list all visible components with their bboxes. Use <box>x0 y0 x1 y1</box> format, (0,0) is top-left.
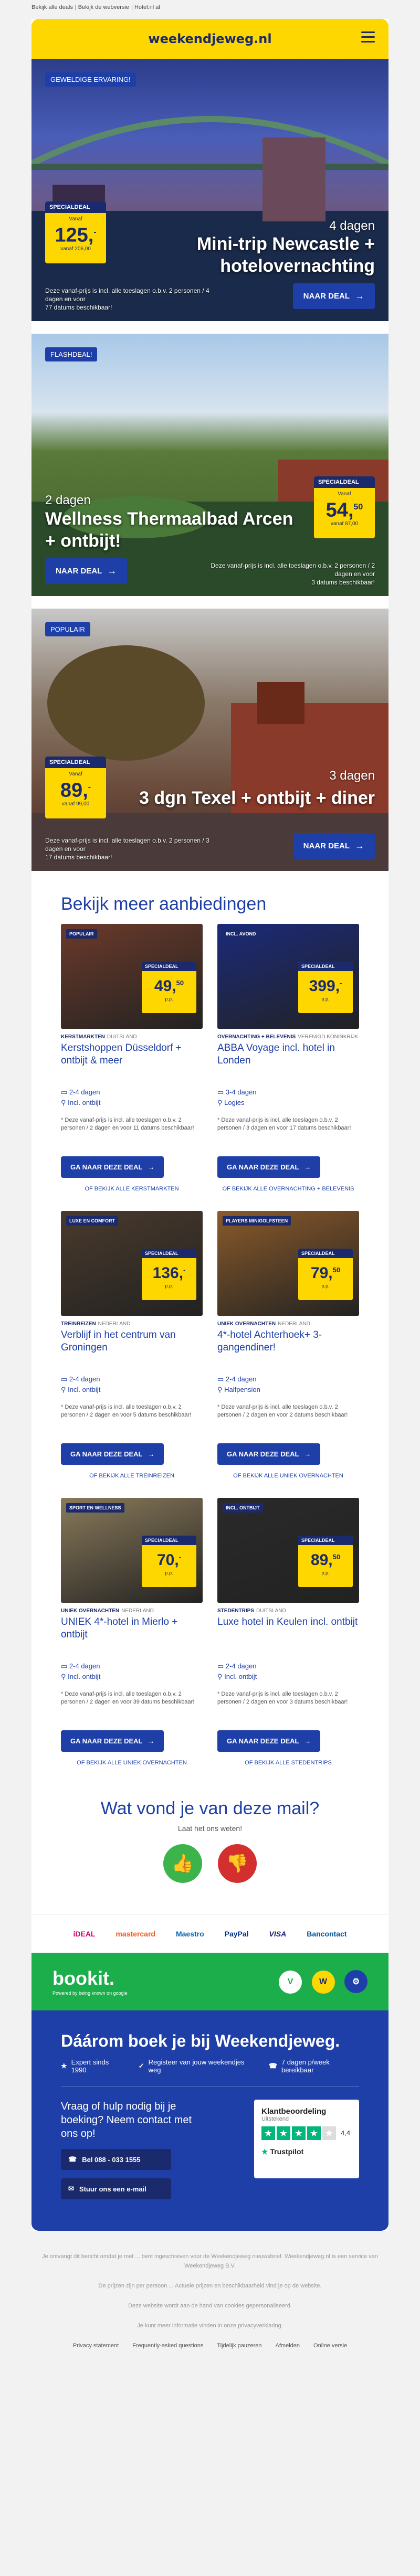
category-link[interactable]: OF BEKIJK ALLE UNIEK OVERNACHTEN <box>233 1473 343 1479</box>
fork-icon: ⚲ <box>61 1386 66 1393</box>
price-badge: SPECIALDEAL 399,- p.p. <box>298 962 353 1013</box>
deal-button[interactable]: GA NAAR DEZE DEAL → <box>217 1730 320 1752</box>
fork-icon: ⚲ <box>61 1673 66 1680</box>
calendar-icon: ▭ <box>217 1088 224 1096</box>
payment-methods <box>32 1914 388 1953</box>
arrow-right-icon: → <box>304 1163 311 1171</box>
hero-deal-button[interactable]: NAAR DEAL → <box>45 558 127 584</box>
footer-links <box>32 2341 388 2350</box>
price-badge <box>45 757 106 818</box>
bancontact-icon: Bancontact <box>307 1930 347 1938</box>
footer-link[interactable]: Tijdelijk pauzeren <box>217 2343 262 2349</box>
arrow-right-icon: → <box>148 1163 155 1171</box>
deal-tag: INCL. ONTBIJT <box>223 1503 263 1513</box>
paypal-icon: PayPal <box>224 1930 249 1938</box>
fork-icon: ⚲ <box>217 1386 223 1393</box>
section-title: Bekijk meer aanbiedingen <box>61 894 267 914</box>
maestro-icon: Maestro <box>175 1930 204 1938</box>
price-badge <box>314 476 375 538</box>
bookit-sub: Powered by being known on google <box>52 1990 128 1996</box>
mastercard-icon: mastercard <box>116 1930 155 1938</box>
phone-icon: ☎ <box>268 2062 277 2070</box>
footer-link[interactable]: Frequently-asked questions <box>132 2343 204 2349</box>
logo[interactable]: weekendjeweg.nl <box>148 31 272 46</box>
badge-price: 54,50 <box>326 499 363 521</box>
deal-button[interactable]: GA NAAR DEZE DEAL → <box>61 1156 164 1178</box>
usp-title: Dáárom boek je bij Weekendjeweg. <box>61 2031 340 2050</box>
hero-days: 2 dagen <box>45 493 91 507</box>
deal-meta: ▭ 2-4 dagen ⚲ Incl. ontbijt <box>217 1662 257 1680</box>
arrow-right-icon: → <box>107 566 117 576</box>
footer-link[interactable]: Afmelden <box>275 2343 300 2349</box>
deal-tag: PLAYERS MINIGOLFSTEEN <box>223 1216 291 1226</box>
thumbs-up-icon[interactable]: 👍 <box>163 1844 202 1883</box>
badge-label: SPECIALDEAL <box>45 201 106 213</box>
badge-from: Vanaf <box>69 771 82 777</box>
hero-deal-2[interactable] <box>32 334 388 596</box>
deal-button[interactable]: GA NAAR DEZE DEAL → <box>61 1443 164 1465</box>
deal-meta: ▭ 2-4 dagen ⚲ Incl. ontbijt <box>61 1088 101 1106</box>
hero-tag: GEWELDIGE ERVARING! <box>45 72 136 87</box>
price-badge <box>45 201 106 263</box>
deal-disclaimer: * Deze vanaf-prijs is incl. alle toeslagen o.b.v. 2 personen / 2 dagen en voor 39 datums beschikbaar! <box>61 1691 195 1705</box>
deal-title[interactable]: Verblijf in het centrum van Groningen <box>61 1329 176 1353</box>
arrow-right-icon: → <box>304 1450 311 1458</box>
deal-category: UNIEK OVERNACHTEN NEDERLAND <box>217 1321 310 1327</box>
category-link[interactable]: OF BEKIJK ALLE KERSTMARKTEN <box>85 1186 179 1192</box>
calendar-icon: ▭ <box>61 1662 68 1670</box>
deal-card[interactable] <box>61 924 203 1193</box>
price-badge: SPECIALDEAL 136,- p.p. <box>142 1249 196 1300</box>
deal-tag: SPORT EN WELLNESS <box>66 1503 124 1513</box>
category-link[interactable]: OF BEKIJK ALLE UNIEK OVERNACHTEN <box>77 1760 187 1766</box>
deal-card[interactable] <box>61 1498 203 1767</box>
usp-item: ✓ Registeer van jouw weekendjes weg <box>138 2058 245 2074</box>
deal-disclaimer: * Deze vanaf-prijs is incl. alle toeslagen o.b.v. 2 personen / 2 dagen en voor 5 datums beschikbaar! <box>61 1404 192 1418</box>
category-link[interactable]: OF BEKIJK ALLE TREINREIZEN <box>89 1473 174 1479</box>
trustpilot-logo: ★ Trustpilot <box>261 2147 304 2156</box>
topbar: Bekijk alle deals | Bekijk de webversie | Hotel.nl al <box>32 4 160 10</box>
deal-card[interactable] <box>217 1498 359 1767</box>
arrow-right-icon: → <box>355 840 364 851</box>
hero-title: Wellness Thermaalbad Arcen + ontbijt! <box>45 509 293 551</box>
deal-disclaimer: * Deze vanaf-prijs is incl. alle toeslagen o.b.v. 2 personen / 2 dagen en voor 2 datums beschikbaar! <box>217 1404 348 1418</box>
deal-meta: ▭ 3-4 dagen ⚲ Logies <box>217 1088 257 1106</box>
thumbs-down-icon[interactable]: 👎 <box>218 1844 257 1883</box>
footer-link[interactable]: Privacy statement <box>72 2343 119 2349</box>
price-badge: SPECIALDEAL 89,50 p.p. <box>298 1536 353 1587</box>
deal-card[interactable] <box>217 1211 359 1480</box>
price-badge: SPECIALDEAL 79,50 p.p. <box>298 1249 353 1300</box>
badge-label: SPECIALDEAL <box>45 757 106 768</box>
deal-button[interactable]: GA NAAR DEZE DEAL → <box>217 1443 320 1465</box>
deal-grid <box>32 924 388 1767</box>
deal-meta: ▭ 2-4 dagen ⚲ Incl. ontbijt <box>61 1662 101 1680</box>
deal-meta: ▭ 2-4 dagen ⚲ Incl. ontbijt <box>61 1375 101 1393</box>
deal-title[interactable]: UNIEK 4*-hotel in Mierlo + ontbijt <box>61 1616 178 1640</box>
call-button[interactable]: ☎ Bel 088 - 033 1555 <box>61 2149 171 2170</box>
badge-pp: vanaf 87,00 <box>330 520 359 527</box>
hero-deal-3[interactable] <box>32 609 388 871</box>
hero-note: Deze vanaf-prijs is incl. alle toeslagen o.b.v. 2 personen / 2 dagen en voor 3 datums beschikbaar! <box>211 562 375 586</box>
brand-icon: V <box>279 1971 302 1994</box>
deal-category: KERSTMARKTEN DUITSLAND <box>61 1034 137 1040</box>
deal-title[interactable]: ABBA Voyage incl. hotel in Londen <box>217 1042 335 1066</box>
star-icon: ★ <box>61 2062 67 2070</box>
deal-disclaimer: * Deze vanaf-prijs is incl. alle toeslagen o.b.v. 2 personen / 2 dagen en voor 3 datums beschikbaar! <box>217 1691 348 1705</box>
calendar-icon: ▭ <box>217 1662 224 1670</box>
deal-image[interactable] <box>61 1211 203 1316</box>
deal-card[interactable] <box>217 924 359 1193</box>
feedback-section <box>32 1767 388 1899</box>
bookit-banner <box>32 1953 388 2010</box>
deal-title[interactable]: 4*-hotel Achterhoek+ 3-gangendiner! <box>217 1329 322 1353</box>
hero-deal-button[interactable]: NAAR DEAL → <box>293 283 375 309</box>
deal-button[interactable]: GA NAAR DEZE DEAL → <box>61 1730 164 1752</box>
deal-category: STEDENTRIPS DUITSLAND <box>217 1608 286 1614</box>
category-link[interactable]: OF BEKIJK ALLE OVERNACHTING + BELEVENIS <box>222 1186 354 1192</box>
badge-from: Vanaf <box>338 491 351 497</box>
hero-tag: FLASHDEAL! <box>45 347 97 361</box>
visa-icon: VISA <box>269 1930 287 1938</box>
hero-tag: POPULAIR <box>45 622 90 636</box>
menu-icon[interactable] <box>361 31 375 43</box>
deal-title[interactable]: Kerstshoppen Düsseldorf + ontbijt & meer <box>61 1042 182 1066</box>
deal-disclaimer: * Deze vanaf-prijs is incl. alle toeslagen o.b.v. 2 personen / 2 dagen en voor 11 datums beschikbaar! <box>61 1117 194 1131</box>
bookit-logo: bookit. <box>52 1967 114 1989</box>
hero-deal-button[interactable]: NAAR DEAL → <box>293 833 375 859</box>
badge-price: 125,- <box>55 224 97 247</box>
fork-icon: ⚲ <box>61 1099 66 1106</box>
header <box>32 19 388 59</box>
arrow-right-icon: → <box>148 1450 155 1458</box>
deal-tag: LUXE EN COMFORT <box>66 1216 118 1226</box>
calendar-icon: ▭ <box>61 1375 68 1383</box>
weekendjeweg-icon: W <box>312 1971 335 1994</box>
feedback-sub: Laat het ons weten! <box>177 1824 243 1833</box>
fork-icon: ⚲ <box>217 1673 223 1680</box>
usp-item: ☎ 7 dagen p/week bereikbaar <box>268 2058 330 2074</box>
hero-title: 3 dgn Texel + ontbijt + diner <box>139 788 375 808</box>
category-link[interactable]: OF BEKIJK ALLE STEDENTRIPS <box>245 1760 332 1766</box>
badge-pp: vanaf 206,00 <box>60 246 91 252</box>
arrow-right-icon: → <box>304 1737 311 1745</box>
calendar-icon: ▭ <box>217 1375 224 1383</box>
hero-note: Deze vanaf-prijs is incl. alle toeslagen o.b.v. 2 personen / 3 dagen en voor 17 datums beschikbaar! <box>45 837 209 861</box>
trustpilot-widget[interactable]: Klantbeoordeling Uitstekend ★ ★ ★ ★ ★ 4,4 ★ Trustpilot <box>254 2100 359 2178</box>
deal-button[interactable]: GA NAAR DEZE DEAL → <box>217 1156 320 1178</box>
hero-note: Deze vanaf-prijs is incl. alle toeslagen o.b.v. 2 personen / 4 dagen en voor 77 datums beschikbaar! <box>45 287 209 311</box>
usp-item: ★ Expert sinds 1990 <box>61 2058 109 2074</box>
hero-days: 4 dagen <box>329 219 375 233</box>
hero-deal-1[interactable] <box>32 59 388 321</box>
badge-price: 89,- <box>60 779 91 802</box>
email-button[interactable]: ✉ Stuur ons een e-mail <box>61 2178 171 2199</box>
deal-category: OVERNACHTING + BELEVENIS VERENIGD KONINKRIJK <box>217 1034 359 1040</box>
hero-title: Mini-trip Newcastle + hotelovernachting <box>196 234 375 276</box>
hero-days: 3 dagen <box>329 769 375 783</box>
ideal-icon: iDEAL <box>73 1930 96 1938</box>
fork-icon: ⚲ <box>217 1099 223 1106</box>
badge-from: Vanaf <box>69 216 82 222</box>
deal-tag: INCL. AVOND <box>223 929 259 939</box>
mail-icon: ✉ <box>68 2185 74 2192</box>
help-text: Vraag of hulp nodig bij je boeking? Neem contact met ons op! <box>61 2101 192 2139</box>
footer: Je ontvangt dit bericht omdat je met ... bent ingeschreven voor de Weekendjeweg nieuwsbrief. Weekendjeweg.nl is een service van Weekendjeweg B.V. De prijzen zijn per persoon ... Actuele prijzen en beschikbaarheid vind je op de website. Deze website wordt aan de hand van cookies gepersonaliseerd. Je kunt meer informatie vinden in onze privacyverklaring. Privacy statement Frequently-asked questions Tijdelijk pauzeren Afmelden Online versie <box>0 2231 420 2387</box>
price-badge: SPECIALDEAL 49,50 p.p. <box>142 962 196 1013</box>
deal-image[interactable] <box>61 924 203 1029</box>
deal-image[interactable] <box>217 924 359 1029</box>
deal-image[interactable] <box>61 1498 203 1603</box>
link-all-deals[interactable]: Bekijk alle deals <box>32 4 73 10</box>
arrow-right-icon: → <box>148 1737 155 1745</box>
check-icon: ✓ <box>138 2062 144 2070</box>
arrow-right-icon: → <box>355 291 364 301</box>
calendar-icon: ▭ <box>61 1088 68 1096</box>
usp-section <box>32 2010 388 2231</box>
deal-image[interactable] <box>217 1211 359 1316</box>
rating-stars: ★ ★ ★ ★ ★ 4,4 <box>261 2126 352 2140</box>
deal-image[interactable] <box>217 1498 359 1603</box>
badge-pp: vanaf 99,00 <box>61 801 90 807</box>
link-hotel[interactable]: Hotel.nl al <box>134 4 160 10</box>
feedback-title: Wat vond je van deze mail? <box>100 1798 320 1818</box>
deal-category: TREINREIZEN NEDERLAND <box>61 1321 131 1327</box>
link-webversion[interactable]: Bekijk de webversie <box>78 4 130 10</box>
mail-body <box>32 19 388 2231</box>
deal-category: UNIEK OVERNACHTEN NEDERLAND <box>61 1608 154 1614</box>
deal-card[interactable] <box>61 1211 203 1480</box>
deal-disclaimer: * Deze vanaf-prijs is incl. alle toeslagen o.b.v. 2 personen / 3 dagen en voor 17 datums beschikbaar! <box>217 1117 351 1131</box>
deal-meta: ▭ 2-4 dagen ⚲ Halfpension <box>217 1375 260 1393</box>
phone-icon: ☎ <box>68 2155 77 2163</box>
footer-link[interactable]: Online versie <box>313 2343 348 2349</box>
brand-icon: ⚙ <box>344 1970 368 1993</box>
price-badge: SPECIALDEAL 70,- p.p. <box>142 1536 196 1587</box>
badge-label: SPECIALDEAL <box>314 476 375 488</box>
deal-tag: POPULAIR <box>66 929 97 939</box>
deal-title[interactable]: Luxe hotel in Keulen incl. ontbijt <box>217 1616 358 1627</box>
